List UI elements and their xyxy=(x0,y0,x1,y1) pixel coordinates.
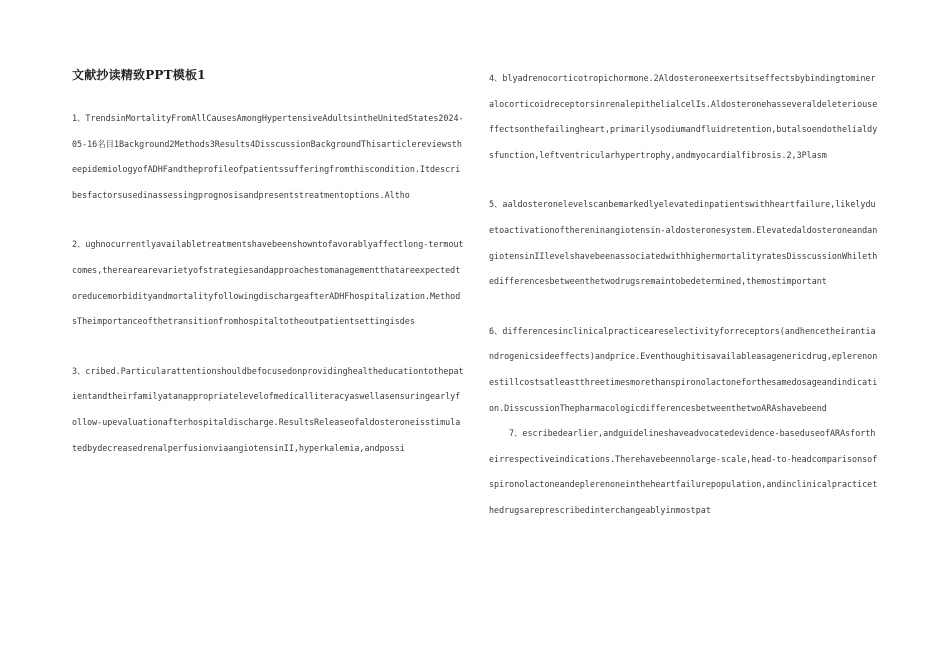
paragraph-6: 6、differencesinclinicalpracticeareselectivityforreceptors(andhencetheirantiandrogenicsideeffects)andprice.Eventhoughitisavailableasagenericdrug,eplerenonestillcostsatleastthreetimesmorethanspironolactoneforthesamedosageandindication.DisscussionThepharmacologicdifferencesbetweenthetwoARAshavebeend xyxy=(489,325,878,413)
page-title: 文献抄读精致PPT模板1 xyxy=(72,68,206,82)
right-column xyxy=(489,66,879,548)
paragraph-7: 7、escribedearlier,andguidelineshaveadvocatedevidence-baseduseofARAsfortheirrespectiveindications.Therehavebeennolarge-scale,head-to-headcomparisonsofspironolactoneandeplerenoneintheheartfailurepopulation,andinclinicalpracticethedrugsareprescribedinterchangeablyinmostpat xyxy=(489,428,878,515)
paragraph-1: 1、TrendsinMortalityFromAllCausesAmongHypertensiveAdultsintheUnitedStates2024-05-16名目1Background2Methods3Results4DisscussionBackgroundThisarticlereviewstheepidemiologyofADHFandtheprofileofpatientssufferingfromthiscondition.Itdescribesfactorsusedinassessingprognosisandpresentstreatmentoptions.Altho xyxy=(72,113,464,200)
left-column xyxy=(72,66,464,461)
paragraph-3: 3、cribed.Particularattentionshouldbefocusedonprovidinghealtheducationtothepatientandtheirfamilyatanappropriatelevelofmedicalliteracyaswellasensuringearlyfollow-upevaluationafterhospitaldischarge.ResultsReleaseofaldosteroneisstimulatedbydecreasedrenalperfusionviaangiotensinII,hyperkalemia,andpossi xyxy=(72,365,464,453)
paragraph-2: 2、ughnocurrentlyavailabletreatmentshavebeenshowntofavorablyaffectlong-termoutcomes,therearearevarietyofstrategiesandapproachestomanagementthatareexpectedtoreducemorbidityandmortalityfollowingdischargeafterADHFhospitalization.MethodsTheimportanceofthetransitionfromhospitaltotheoutpatientsettingisdes xyxy=(72,239,464,327)
paragraph-5: 5、aaldosteronelevelscanbemarkedlyelevatedinpatientswithheartfailure,likelyduetoactivationofthereninangiotensin-aldosteronesystem.ElevatedaldosteroneandangiotensinIIlevelshavebeenassociatedwithhighermortalityratesDisscussionWhilethedifferencesbetweenthetwodrugsremaintobedetermined,themostimportant xyxy=(489,199,878,287)
paragraph-4: 4、blyadrenocorticotropichormone.2AldosteroneexertsitseffectsbybindingtomineralocorticoidreceptorsinrenalepithelialcelIs.Aldosteronehasseveraldeleteriouseffectsonthefailingheart,primarilysodiumandfluidretention,butalsoendothelialdysfunction,leftventricularhypertrophy,andmyocardialfibrosis.2,3Plasm xyxy=(489,73,878,160)
